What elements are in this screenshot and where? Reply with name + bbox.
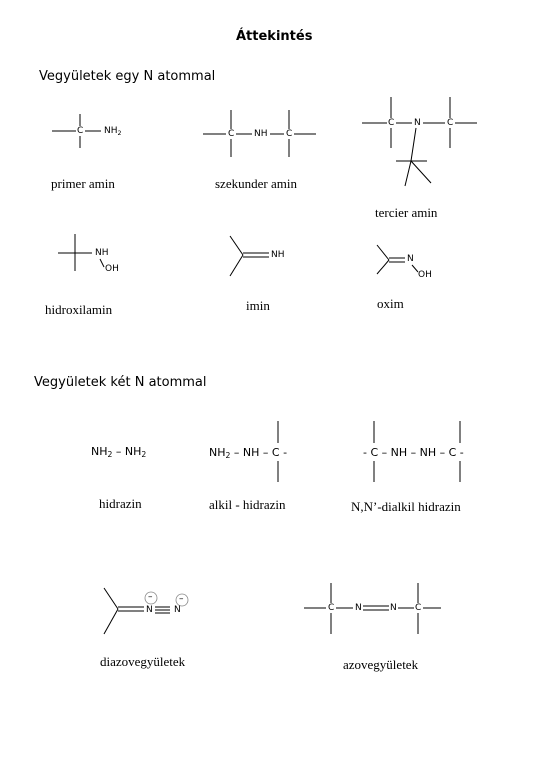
atom-oh: OH xyxy=(418,270,432,280)
atom-c: C xyxy=(415,603,422,613)
section-heading-one-n: Vegyületek egy N atommal xyxy=(39,69,216,84)
atom-c: C xyxy=(388,118,395,128)
label-dialkyl-hydrazine: N,N’-dialkil hidrazin xyxy=(351,499,461,514)
atom-c: C xyxy=(286,129,293,139)
label-hydroxylamine: hidroxilamin xyxy=(45,302,113,317)
dialkyl-hydrazine-formula: - C – NH – NH – C - xyxy=(363,446,464,459)
atom-n: N xyxy=(407,254,414,264)
label-secondary-amine: szekunder amin xyxy=(215,176,297,191)
atom-n: N xyxy=(146,605,153,615)
atom-n: N xyxy=(390,603,397,613)
label-azo: azovegyületek xyxy=(343,657,419,672)
atom-c: C xyxy=(447,118,454,128)
charge-sign: – xyxy=(148,592,153,602)
atom-n: N xyxy=(414,118,421,128)
alkyl-hydrazine-formula: $NH_2$ – NH – C - xyxy=(209,446,288,460)
atom-oh: OH xyxy=(105,264,119,274)
atom-n: N xyxy=(174,605,181,615)
atom-c: C xyxy=(328,603,335,613)
label-imine: imin xyxy=(246,298,270,313)
label-oxime: oxim xyxy=(377,296,404,311)
atom-nh2: $NH_2$ xyxy=(104,126,122,137)
atom-nh: NH xyxy=(271,250,285,260)
label-diazo: diazovegyületek xyxy=(100,654,186,669)
section-heading-two-n: Vegyületek két N atommal xyxy=(34,375,207,390)
atom-c: C xyxy=(228,129,235,139)
label-hydrazine: hidrazin xyxy=(99,496,142,511)
atom-nh: NH xyxy=(254,129,268,139)
page-title: Áttekintés xyxy=(236,29,313,44)
hydrazine-formula: $NH_2 - NH_2$ xyxy=(91,445,147,459)
charge-sign: – xyxy=(179,594,184,604)
atom-c: C xyxy=(77,126,84,136)
atom-nh: NH xyxy=(95,248,109,258)
label-tertiary-amine: tercier amin xyxy=(375,205,438,220)
atom-n: N xyxy=(355,603,362,613)
label-alkyl-hydrazine: alkil - hidrazin xyxy=(209,497,286,512)
label-primary-amine: primer amin xyxy=(51,176,115,191)
